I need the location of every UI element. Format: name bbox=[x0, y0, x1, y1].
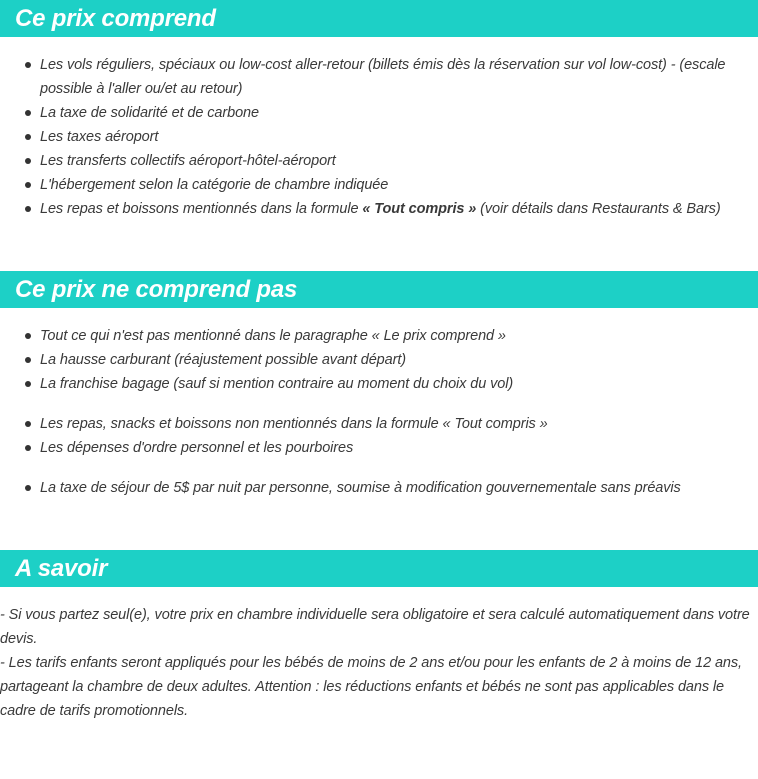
meals-formula-bold: « Tout compris » bbox=[362, 201, 477, 217]
meals-suffix: (voir détails dans Restaurants & Bars) bbox=[476, 201, 721, 217]
list-item: Les vols réguliers, spéciaux ou low-cost aller-retour (billets émis dès la réservation sur vol low-cost) - (escale possible à l'aller ou/et au retour) bbox=[0, 53, 740, 101]
list-item: Les repas, snacks et boissons non mentionnés dans la formule « Tout compris » bbox=[0, 412, 740, 436]
included-list bbox=[0, 53, 740, 221]
excluded-section-header bbox=[0, 271, 758, 308]
excluded-section-title: Ce prix ne comprend pas bbox=[15, 276, 298, 303]
meals-prefix: Les repas et boissons mentionnés dans la formule bbox=[40, 201, 363, 217]
list-item-meals bbox=[0, 197, 740, 221]
list-item: L'hébergement selon la catégorie de chambre indiquée bbox=[0, 173, 740, 197]
info-paragraph: - Si vous partez seul(e), votre prix en chambre individuelle sera obligatoire et sera calculé automatiquement dans votre devis. bbox=[0, 607, 750, 647]
list-item: La taxe de solidarité et de carbone bbox=[0, 101, 740, 125]
list-item: Tout ce qui n'est pas mentionné dans le paragraphe « Le prix comprend » bbox=[0, 324, 740, 348]
info-text bbox=[0, 603, 755, 723]
included-section-title: Ce prix comprend bbox=[15, 5, 216, 32]
info-paragraph: - Les tarifs enfants seront appliqués pour les bébés de moins de 2 ans et/ou pour les enfants de 2 à moins de 12 ans, partageant la chambre de deux adultes. Attention : les réductions enfants et bébés ne sont pas applicables dans le cadre de tarifs promotionnels. bbox=[0, 655, 742, 719]
list-item: Les transferts collectifs aéroport-hôtel-aéroport bbox=[0, 149, 740, 173]
info-section-header bbox=[0, 550, 758, 587]
included-section-header bbox=[0, 0, 758, 37]
excluded-list bbox=[0, 324, 740, 500]
list-item: Les taxes aéroport bbox=[0, 125, 740, 149]
list-item: La hausse carburant (réajustement possible avant départ) bbox=[0, 348, 740, 372]
info-section-title: A savoir bbox=[15, 555, 108, 582]
list-item: Les dépenses d'ordre personnel et les pourboires bbox=[0, 436, 740, 460]
list-item: La franchise bagage (sauf si mention contraire au moment du choix du vol) bbox=[0, 372, 740, 396]
list-item: La taxe de séjour de 5$ par nuit par personne, soumise à modification gouvernementale sans préavis bbox=[0, 476, 740, 500]
